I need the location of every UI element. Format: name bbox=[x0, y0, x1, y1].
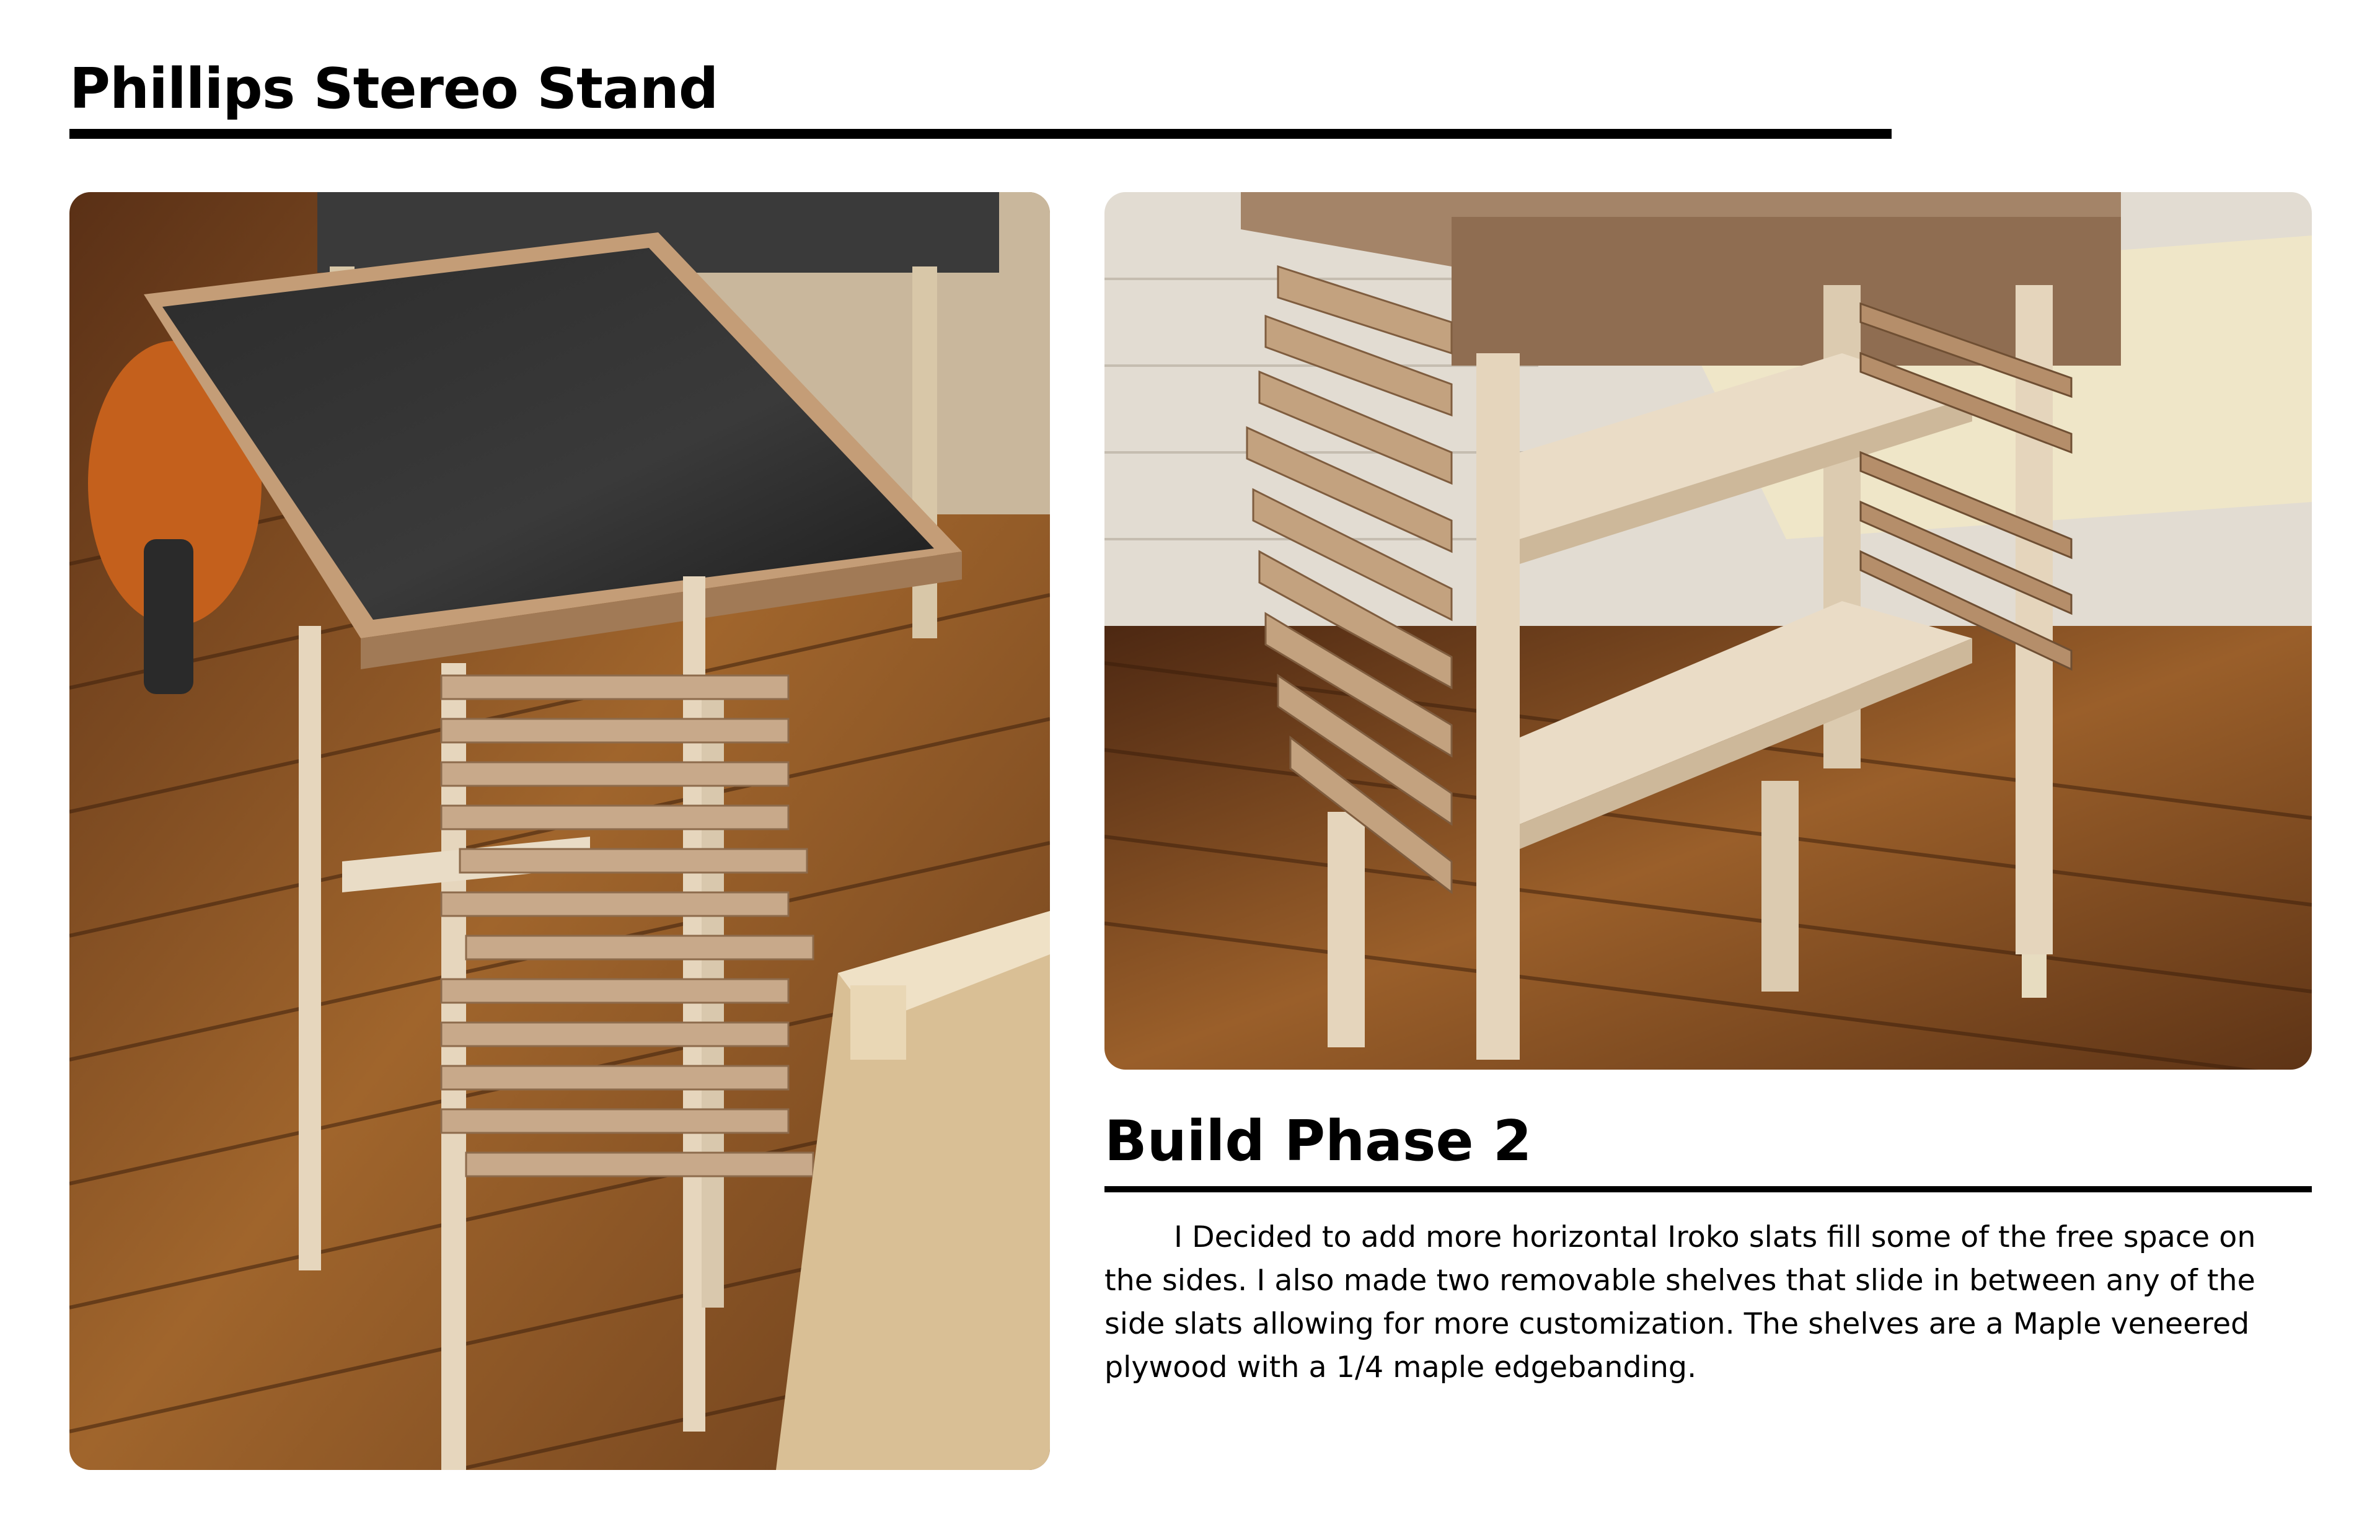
description-paragraph: I Decided to add more horizontal Iroko slats fill some of the free space on the sides. I also made two removable shelves that slide in between any of the side slats allowing for more customization. The shelves are a Maple veneered plywood with a 1/4 maple edgebanding. bbox=[1104, 1220, 2256, 1384]
page-title: Phillips Stereo Stand bbox=[69, 56, 718, 121]
section-title: Build Phase 2 bbox=[1104, 1109, 1532, 1174]
photo-stand-front-illustration bbox=[69, 192, 1050, 1470]
title-underline bbox=[69, 129, 1892, 139]
photo-stand-side-illustration bbox=[1104, 192, 2312, 1070]
photo-stand-front bbox=[69, 192, 1050, 1470]
section-underline bbox=[1104, 1186, 2312, 1192]
photo-stand-side bbox=[1104, 192, 2312, 1070]
